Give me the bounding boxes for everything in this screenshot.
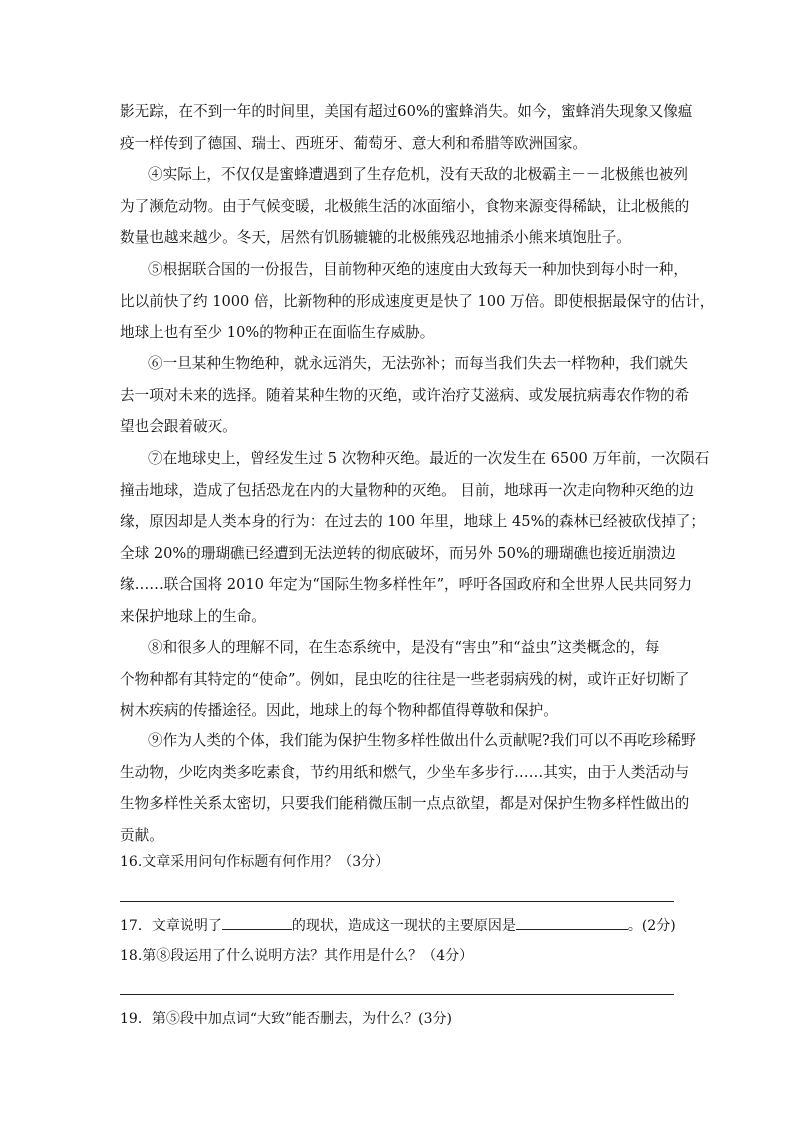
text-line: ⑥一旦某种生物绝种，就永远消失，无法弥补；而每当我们失去一样物种，我们就失 — [148, 355, 688, 372]
answer-line-18[interactable] — [120, 994, 674, 995]
paragraph-7 — [120, 443, 710, 632]
text-line: ⑤根据联合国的一份报告，目前物种灭绝的速度由大致每天一种加快到每小时一种， — [148, 261, 688, 278]
text-line: 全球 20%的珊瑚礁已经遭到无法逆转的彻底破坏，而另外 50%的珊瑚礁也接近崩溃边 — [120, 544, 676, 562]
text-line: 望也会跟着破灭。 — [120, 418, 237, 435]
question-17 — [120, 915, 680, 935]
text-line: 地球上也有至少 10%的物种正在面临生存威胁。 — [120, 324, 435, 341]
text-line: 影无踪，在不到一年的时间里，美国有超过60%的蜜蜂消失。如今，蜜蜂消失现象又像瘟 — [120, 103, 693, 120]
text-line: 比以前快了约 1000 倍，比新物种的形成速度更是快了 100 万倍。即使根据最保守的估计， — [120, 292, 715, 310]
text-line: 撞击地球，造成了包括恐龙在内的大量物种的灭绝。 目前，地球再一次走向物种灭绝的边 — [120, 481, 694, 499]
text-line: ⑨作为人类的个体，我们能为保护生物多样性做出什么贡献呢?我们可以不再吃珍稀野 — [148, 732, 696, 749]
text-line: 缘，原因却是人类本身的行为：在过去的 100 年里，地球上 45%的森林已经被砍伐掉了； — [120, 513, 705, 530]
paragraph-5 — [120, 254, 715, 349]
text-line: 生物多样性关系太密切，只要我们能稍微压制一点点欲望，都是对保护生物多样性做出的 — [120, 795, 690, 812]
text-line: ④实际上，不仅仅是蜜蜂遭遇到了生存危机，没有天敌的北极霸主－－北极熊也被列 — [148, 166, 688, 183]
paragraph-9 — [120, 725, 696, 851]
text-line: 生动物，少吃肉类多吃素食，节约用纸和燃气，少坐车多步行……其实，由于人类活动与 — [120, 763, 690, 781]
text-line: 数量也越来越少。冬天，居然有饥肠辘辘的北极熊残忍地捕杀小熊来填饱肚子。 — [120, 229, 631, 246]
answer-blank-17-a[interactable] — [222, 915, 292, 930]
text-line: 树木疾病的传播途径。因此，地球上的每个物种都值得尊敬和保护。 — [120, 702, 558, 719]
text-line: 去一项对未来的选择。随着某种生物的灭绝，或许治疗艾滋病、或发展抗病毒农作物的希 — [120, 386, 690, 404]
paragraph-continuation — [120, 96, 693, 159]
text-line: 来保护地球上的生命。 — [120, 607, 266, 625]
text-line: 个物种都有其特定的“使命”。例如，昆虫吃的往往是一些老弱病残的树，或许正好切断了 — [120, 670, 690, 688]
text-line: 疫一样传到了德国、瑞士、西班牙、葡萄牙、意大利和希腊等欧洲国家。 — [120, 134, 588, 152]
answer-blank-17-b[interactable] — [516, 915, 628, 930]
answer-line-16[interactable] — [120, 901, 674, 902]
text-line: 为了濒危动物。由于气候变暖，北极熊生活的冰面缩小，食物来源变得稀缺，让北极熊的 — [120, 197, 690, 215]
text-line: ⑧和很多人的理解不同，在生态系统中，是没有“害虫”和“益虫”这类概念的，每 — [148, 639, 660, 656]
text-line: 贡献。 — [120, 826, 164, 844]
paragraph-4 — [120, 159, 690, 254]
text-line: ⑦在地球史上，曾经发生过 5 次物种灭绝。最近的一次发生在 6500 万年前，一次陨石 — [148, 450, 710, 467]
paragraph-6 — [120, 348, 690, 443]
question-18: 18.第⑧段运用了什么说明方法？其作用是什么？（4分） — [120, 948, 474, 964]
question-19: 19．第⑤段中加点词“大致”能否删去，为什么？(3分) — [120, 1011, 452, 1027]
question-17-part-a: 17．文章说明了 — [120, 918, 222, 934]
question-16: 16.文章采用问句作标题有何作用？（3分） — [120, 854, 390, 870]
question-17-part-b: 的现状，造成这一现状的主要原因是 — [291, 918, 516, 934]
text-line: 缘……联合国将 2010 年定为“国际生物多样性年”，呼吁各国政府和全世界人民共同努力 — [120, 576, 693, 593]
question-17-part-c: 。(2分) — [627, 918, 676, 934]
paragraph-8 — [120, 632, 690, 727]
